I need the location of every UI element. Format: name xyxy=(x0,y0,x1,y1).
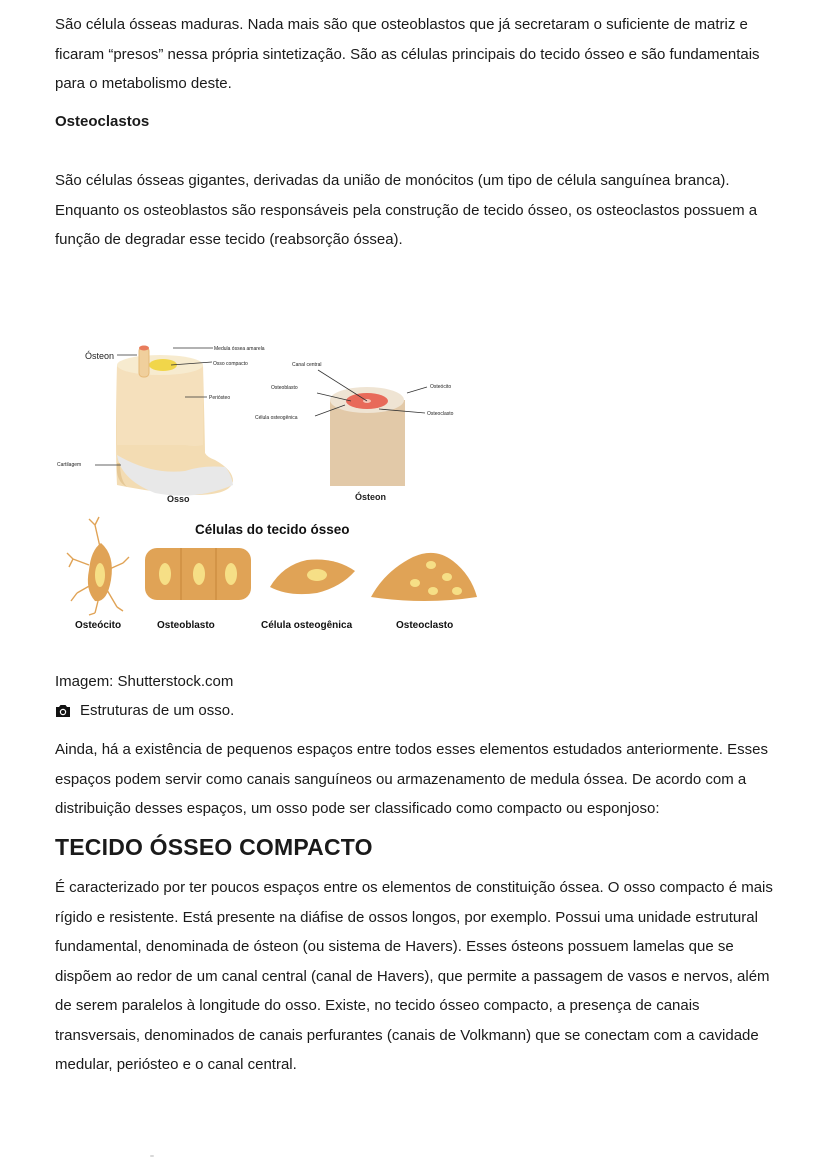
label-periosteo: Periósteo xyxy=(209,395,231,401)
label-osteoclasto-small: Osteoclasto xyxy=(427,411,454,417)
label-osteoblasto-small: Osteoblasto xyxy=(271,385,298,391)
osteon-drawing xyxy=(330,387,405,486)
label-osso: Osso xyxy=(167,494,190,504)
subheading-osteoclastos: Osteoclastos xyxy=(55,113,150,130)
cell-label-osteoblasto: Osteoblasto xyxy=(157,620,215,631)
cell-label-osteoclasto: Osteoclasto xyxy=(396,620,454,631)
label-osteocito-small: Osteócito xyxy=(430,384,452,390)
paragraph-compacto: É caracterizado por ter poucos espaços entre os elementos de constituição óssea. O osso compacto é mais rígido e resistente. Está presente na diáfise de ossos longos, por exemplo. Possui uma unidade estrutural fundamental, denominada de ósteon (ou sistema de Havers). Esses ósteons possuem lamelas que se dispõem ao redor de um canal central (canal de Havers), que permite a passagem de vasos e nervos, além de serem paralelos à longitude do osso. Existe, no tecido ósseo compacto, a presença de canais transversais, denominados de canais perfurantes (canais de Volkmann) que se conectam com a cavidade medular, periósteo e o canal central. xyxy=(55,879,773,1073)
bone-drawing xyxy=(116,346,233,496)
paragraph-espacos: Ainda, há a existência de pequenos espaços entre todos esses elementos estudados anteriormente. Esses espaços podem servir como canais sanguíneos ou armazenamento de medula óssea. De acordo com a distribuição desses espaços, um osso pode ser classificado como compacto ou esponjoso: xyxy=(55,741,768,817)
paragraph-osteoclastos: São células ósseas gigantes, derivadas da união de monócitos (um tipo de célula sanguínea branca). Enquanto os osteoblastos são responsáveis pela construção de tecido ósseo, os osteoclastos possuem a função de degradar esse tecido (reabsorção óssea). xyxy=(55,172,758,248)
caption-text: Estruturas de um osso. xyxy=(80,702,235,719)
bone-structure-figure xyxy=(55,335,485,645)
heading-tecido-osseo-compacto: TECIDO ÓSSEO COMPACTO xyxy=(55,834,373,860)
osteogenic-cell xyxy=(270,559,355,594)
label-osteon-left: Ósteon xyxy=(85,351,115,361)
label-canal-central: Canal central xyxy=(292,362,322,368)
label-celula-osteogenica-small: Célula osteogênica xyxy=(255,415,298,421)
label-osso-compacto: Osso compacto xyxy=(213,361,248,367)
paragraph-osteocitos: São célula ósseas maduras. Nada mais são que osteoblastos que já secretaram o suficiente de matriz e ficaram “presos” nessa própria sintetização. São as células principais do tecido ósseo e são fundamentais para o metabolismo deste. xyxy=(55,16,760,92)
label-cartilagem: Cartilagem xyxy=(57,462,82,468)
osteocyte-cell xyxy=(67,517,129,615)
label-osteon-bottom: Ósteon xyxy=(355,492,387,502)
cell-label-osteocito: Osteócito xyxy=(75,620,122,631)
image-credit: Imagem: Shutterstock.com xyxy=(55,673,234,690)
cell-label-celula-osteogenica: Célula osteogênica xyxy=(261,620,353,631)
bone-illustration xyxy=(55,335,485,645)
camera-icon xyxy=(55,704,71,718)
osteoclast-cell xyxy=(371,553,477,601)
label-medula: Medula óssea amarela xyxy=(214,346,265,352)
cells-title: Células do tecido ósseo xyxy=(195,522,350,537)
osteoblast-cell xyxy=(145,548,251,600)
image-caption xyxy=(55,699,234,723)
divider-mark xyxy=(150,1155,154,1157)
